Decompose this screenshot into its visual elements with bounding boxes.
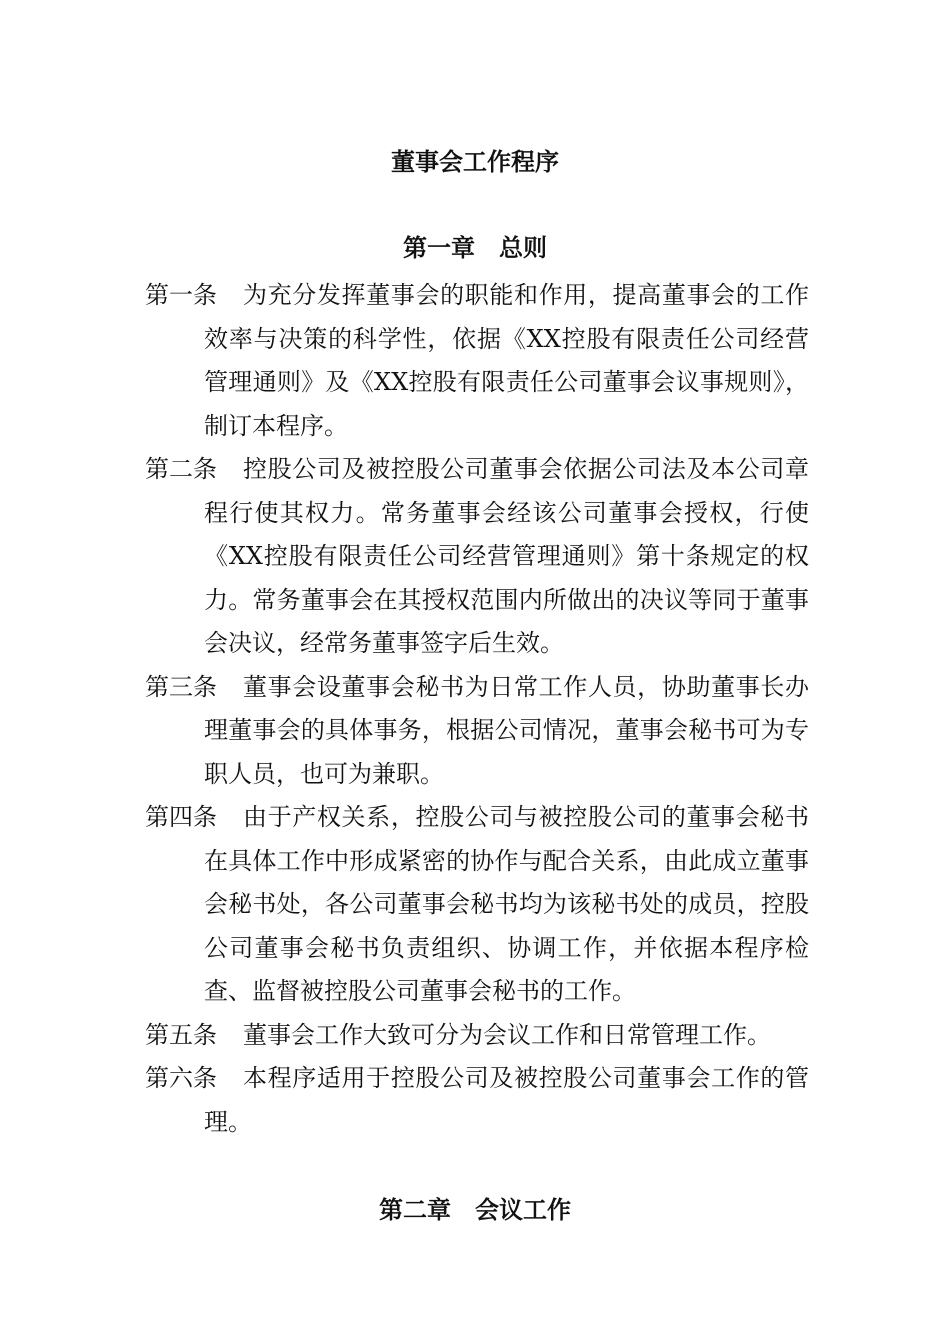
article-number: 第六条 (145, 1064, 217, 1092)
article-5 (145, 1014, 809, 1058)
article-3 (145, 666, 809, 797)
article-number: 第三条 (145, 672, 217, 701)
article-number: 第五条 (145, 1020, 217, 1049)
article-number: 第四条 (145, 803, 217, 831)
article-text: 由于产权关系，控股公司与被控股公司的董事会秘书在具体工作中形成紧密的协作与配合关系，由此成立董事会秘书处，各公司董事会秘书均为该秘书处的成员，控股公司董事会秘书负责组织、协调工作，并依据本程序检查、监督被控股公司董事会秘书的工作。 (204, 803, 809, 1005)
chapter-heading-2: 第二章 会议工作 (379, 1196, 571, 1224)
article-text: 董事会工作大致可分为会议工作和日常管理工作。 (243, 1020, 771, 1049)
article-1 (145, 274, 809, 448)
article-text: 为充分发挥董事会的职能和作用，提高董事会的工作效率与决策的科学性，依据《XX控股有限责任公司经营管理通则》及《XX控股有限责任公司董事会议事规则》，制订本程序。 (204, 281, 809, 440)
article-4 (145, 796, 809, 1014)
chapter-heading-1: 第一章 总则 (403, 234, 547, 262)
document-title: 董事会工作程序 (391, 148, 559, 176)
article-number: 第一条 (145, 281, 217, 309)
article-text: 控股公司及被控股公司董事会依据公司法及本公司章程行使其权力。常务董事会经该公司董事会授权，行使《XX控股有限责任公司经营管理通则》第十条规定的权力。常务董事会在其授权范围内所做出的决议等同于董事会决议，经常务董事签字后生效。 (204, 455, 809, 657)
article-list (145, 274, 809, 1144)
article-2 (145, 448, 809, 666)
article-6 (145, 1057, 809, 1144)
article-number: 第二条 (145, 455, 217, 483)
article-text: 董事会设董事会秘书为日常工作人员，协助董事长办理董事会的具体事务，根据公司情况，董事会秘书可为专职人员，也可为兼职。 (204, 672, 809, 788)
article-text: 本程序适用于控股公司及被控股公司董事会工作的管理。 (204, 1064, 809, 1136)
